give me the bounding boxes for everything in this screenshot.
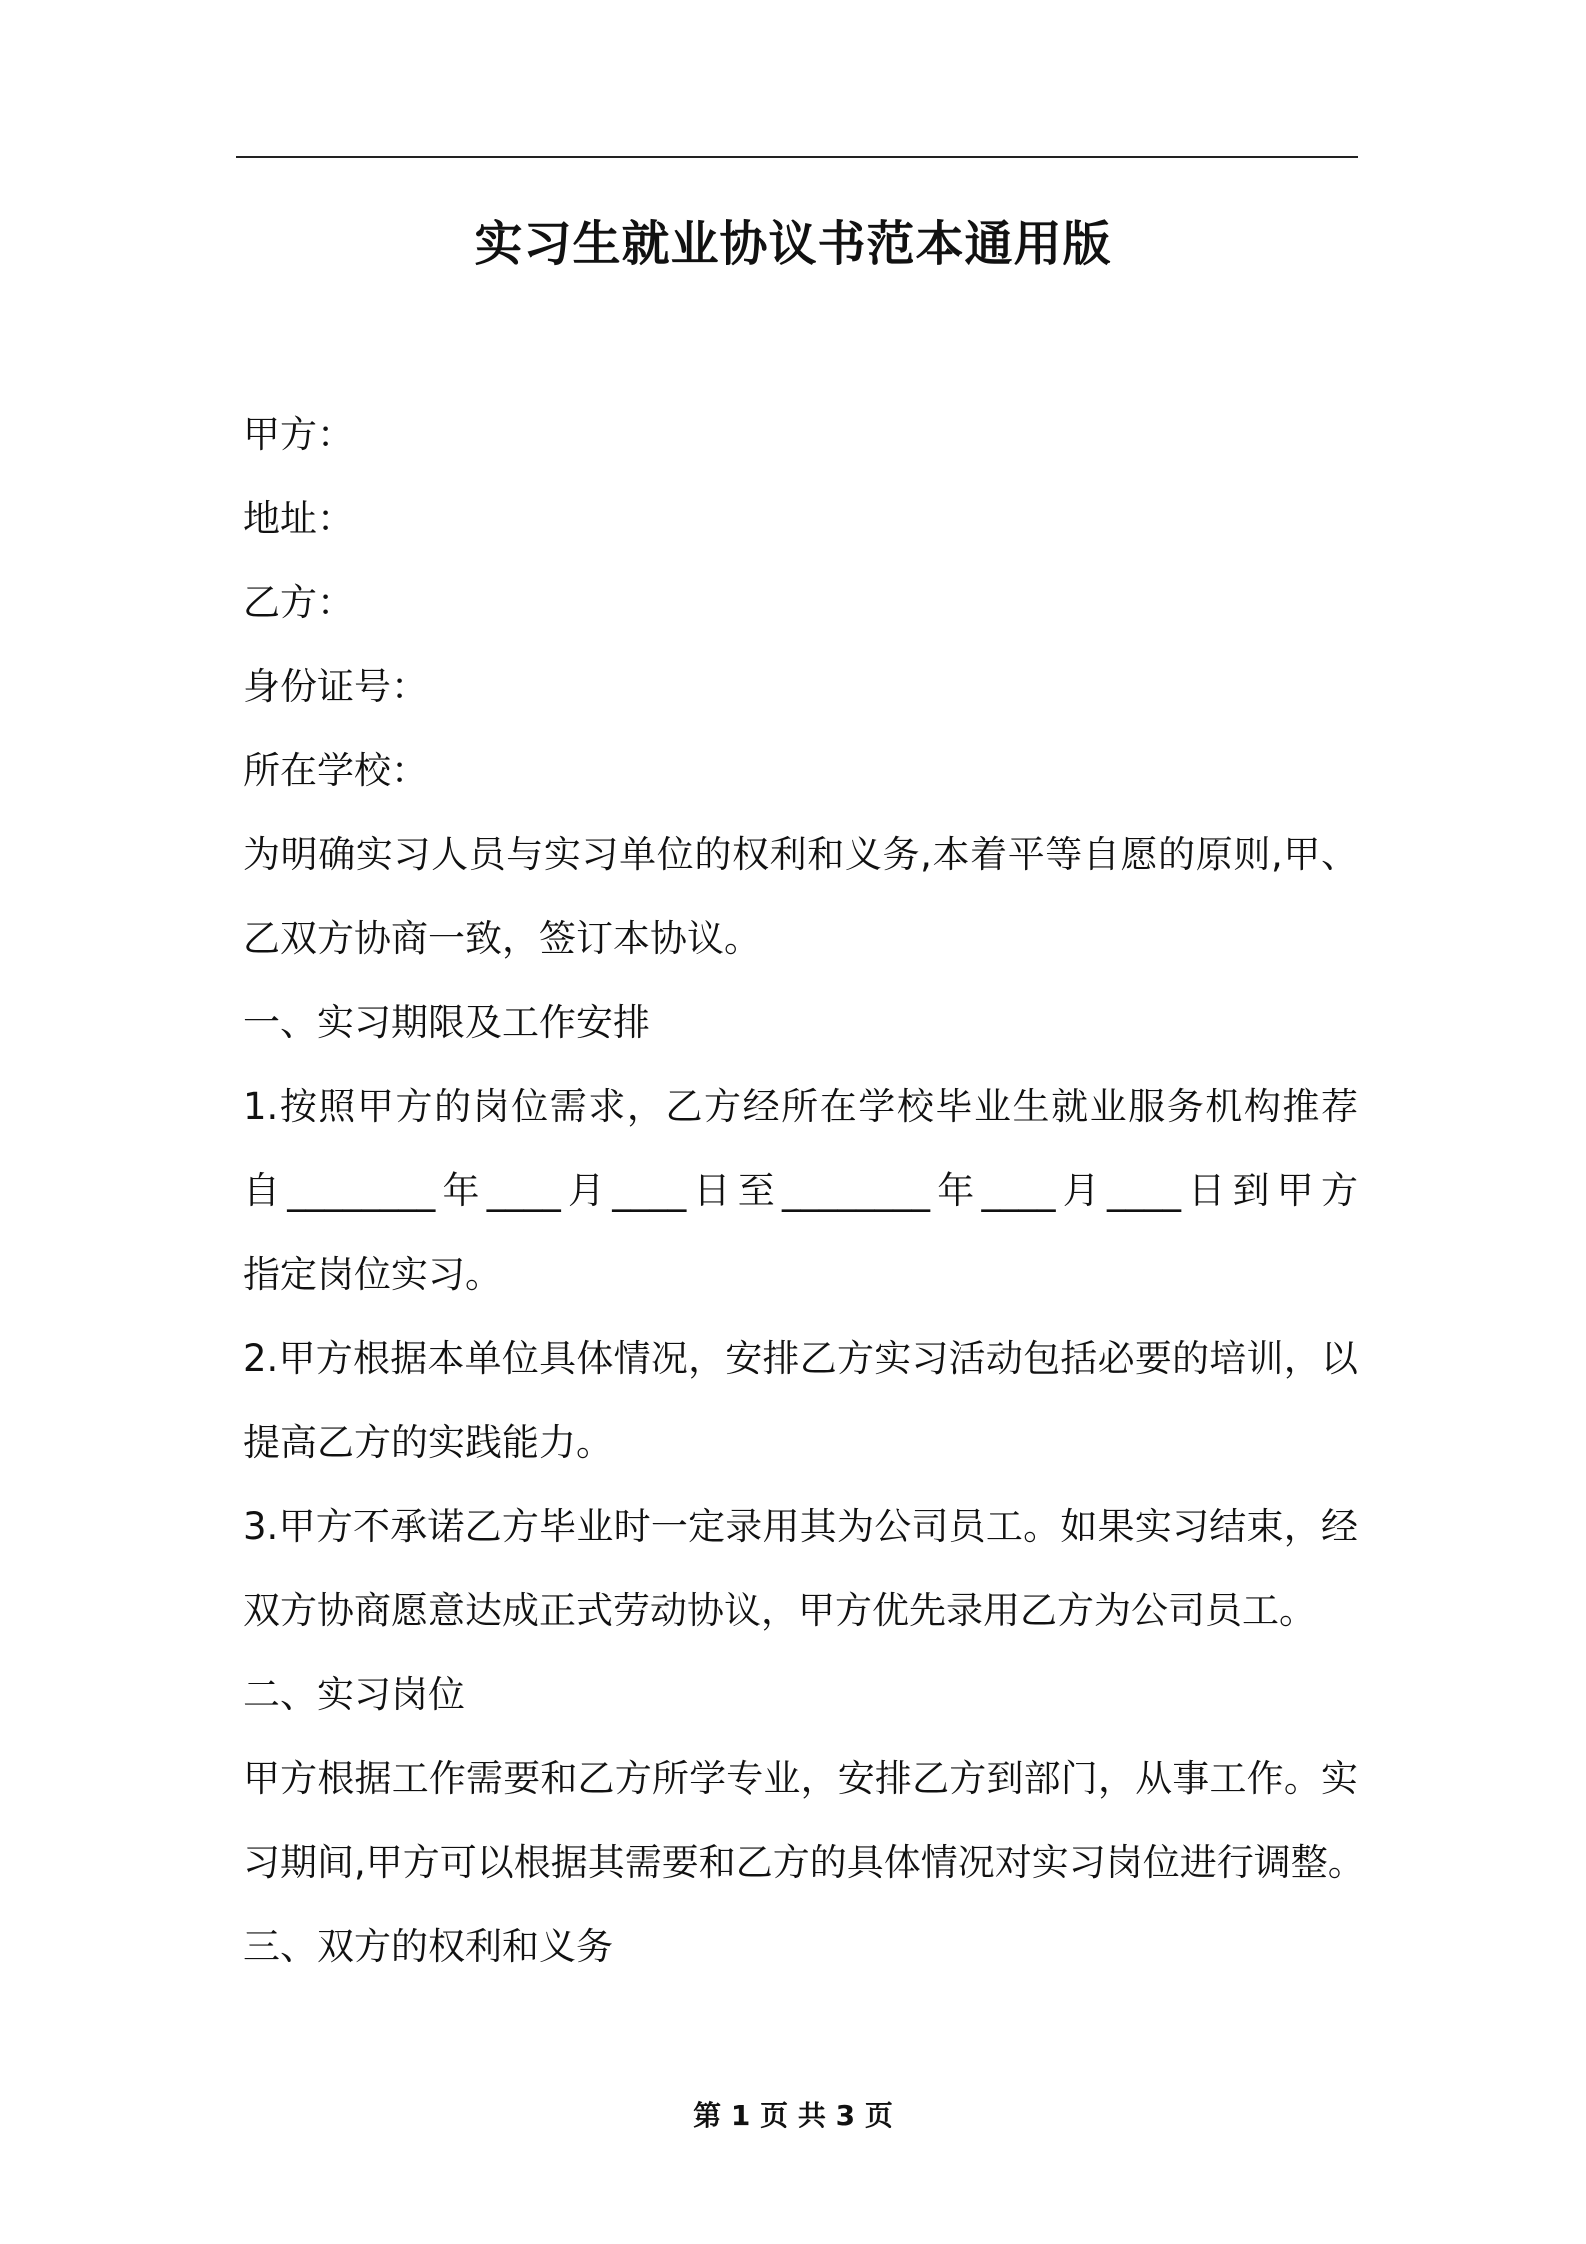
body-line: 乙双方协商一致，签订本协议。 bbox=[243, 917, 761, 960]
body-line: 1.按照甲方的岗位需求，乙方经所在学校毕业生就业服务机构推荐 bbox=[243, 1085, 1358, 1128]
document-title: 实习生就业协议书范本通用版 bbox=[474, 216, 1112, 272]
body-line: 3.甲方不承诺乙方毕业时一定录用其为公司员工。如果实习结束，经 bbox=[243, 1505, 1358, 1548]
body-line: 三、双方的权利和义务 bbox=[243, 1925, 613, 1968]
body-line: 乙方： bbox=[243, 581, 354, 624]
body-line: 地址： bbox=[243, 497, 354, 540]
body-line: 自________年____月____日至________年____月____日到甲方 bbox=[243, 1169, 1358, 1212]
body-line: 一、实习期限及工作安排 bbox=[243, 1001, 650, 1044]
body-line: 甲方： bbox=[243, 413, 354, 456]
body-line: 习期间,甲方可以根据其需要和乙方的具体情况对实习岗位进行调整。 bbox=[243, 1841, 1365, 1884]
body-line: 为明确实习人员与实习单位的权利和义务,本着平等自愿的原则,甲、 bbox=[243, 833, 1358, 876]
document-body bbox=[243, 410, 1365, 2006]
header-rule bbox=[236, 156, 1358, 158]
body-line: 身份证号： bbox=[243, 665, 428, 708]
body-line: 二、实习岗位 bbox=[243, 1673, 465, 1716]
body-line: 所在学校： bbox=[243, 749, 428, 792]
page-footer: 第 1 页 共 3 页 bbox=[693, 2099, 893, 2132]
body-line: 甲方根据工作需要和乙方所学专业，安排乙方到部门，从事工作。实 bbox=[243, 1757, 1358, 1800]
body-line: 双方协商愿意达成正式劳动协议，甲方优先录用乙方为公司员工。 bbox=[243, 1589, 1316, 1632]
body-line: 指定岗位实习。 bbox=[243, 1253, 502, 1296]
body-line: 提高乙方的实践能力。 bbox=[243, 1421, 613, 1464]
body-line: 2.甲方根据本单位具体情况，安排乙方实习活动包括必要的培训，以 bbox=[243, 1337, 1358, 1380]
